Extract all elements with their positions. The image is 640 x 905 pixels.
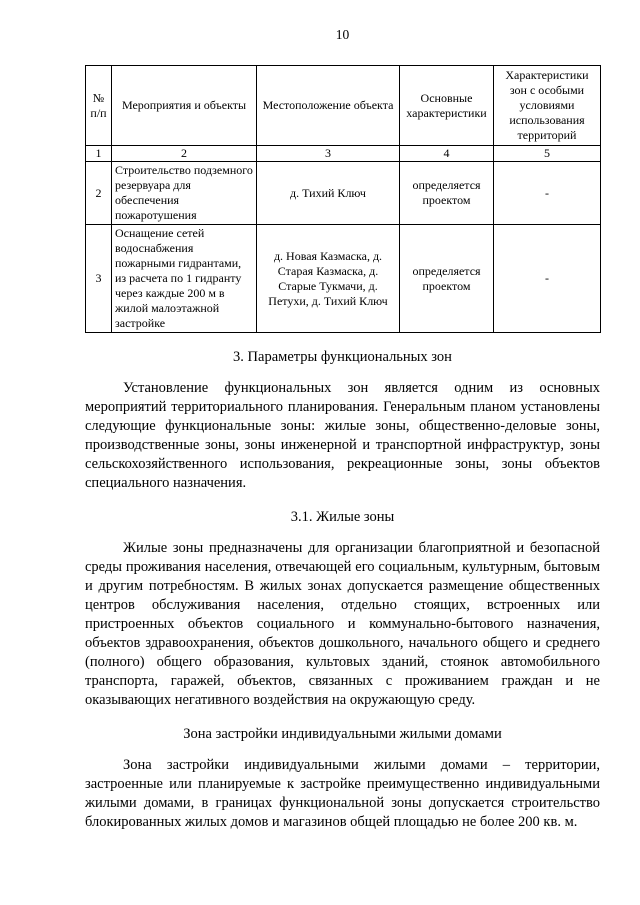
table-header-num: № п/п [86, 66, 112, 146]
row-location: д. Новая Казмаска, д. Старая Казмаска, д. Старые Тукмачи, д. Петухи, д. Тихий Ключ [257, 225, 400, 333]
table-row [86, 162, 601, 225]
table-header-zone: Характеристики зон с особыми условиями использования территорий [494, 66, 601, 146]
column-number: 5 [494, 146, 601, 162]
row-activity: Оснащение сетей водоснабжения пожарными гидрантами, из расчета по 1 гидранту через каждые 200 м в жилой малоэтажной застройке [112, 225, 257, 333]
row-num: 3 [86, 225, 112, 333]
measures-table [85, 65, 601, 333]
row-location: д. Тихий Ключ [257, 162, 400, 225]
table-header-location: Местоположение объекта [257, 66, 400, 146]
row-characteristics: определяется проектом [400, 225, 494, 333]
row-activity: Строительство подземного резервуара для обеспечения пожаротушения [112, 162, 257, 225]
column-number: 3 [257, 146, 400, 162]
table-header-activity: Мероприятия и объекты [112, 66, 257, 146]
paragraph-functional-zones: Установление функциональных зон является одним из основных мероприятий территориального планирования. Генеральным планом установлены следующие функциональные зоны: жилые зоны, общественно-деловые зоны, производственные зоны, зоны инженерной и транспортной инфраструктур, зоны сельскохозяйственного использования, рекреационные зоны, зоны объектов специального назначения. [85, 380, 600, 491]
table-header-characteristics: Основные характеристики [400, 66, 494, 146]
column-number: 4 [400, 146, 494, 162]
paragraph-individual-housing-zone: Зона застройки индивидуальными жилыми домами – территории, застроенные или планируемые к застройке преимущественно индивидуальными жилыми домами, в границах функциональной зоны допускается строительство блокированных жилых домов и магазинов общей площадью не более 200 кв. м. [85, 757, 600, 830]
column-number: 1 [86, 146, 112, 162]
table-row [86, 225, 601, 333]
row-zone: - [494, 162, 601, 225]
column-number: 2 [112, 146, 257, 162]
table-header-row [86, 66, 601, 146]
section-heading-individual-housing-zone: Зона застройки индивидуальными жилыми домами [183, 726, 502, 742]
row-zone: - [494, 225, 601, 333]
table-column-numbers-row [86, 146, 601, 162]
row-num: 2 [86, 162, 112, 225]
page-number: 10 [335, 27, 350, 42]
section-heading-functional-zones: 3. Параметры функциональных зон [233, 349, 452, 365]
paragraph-residential-zones: Жилые зоны предназначены для организации благоприятной и безопасной среды проживания населения, отвечающей его социальным, культурным, бытовым и другим потребностям. В жилых зонах допускается размещение общественных центров обслуживания населения, отдельно стоящих, встроенных или пристроенных объектов социального и коммунально-бытового назначения, объектов здравоохранения, объектов дошкольного, начального общего и среднего (полного) общего образования, культовых зданий, стоянок автомобильного транспорта, гаражей, объектов, связанных с проживанием граждан и не оказывающих негативного воздействия на окружающую среду. [85, 540, 600, 708]
section-heading-residential-zones: 3.1. Жилые зоны [290, 509, 395, 525]
row-characteristics: определяется проектом [400, 162, 494, 225]
